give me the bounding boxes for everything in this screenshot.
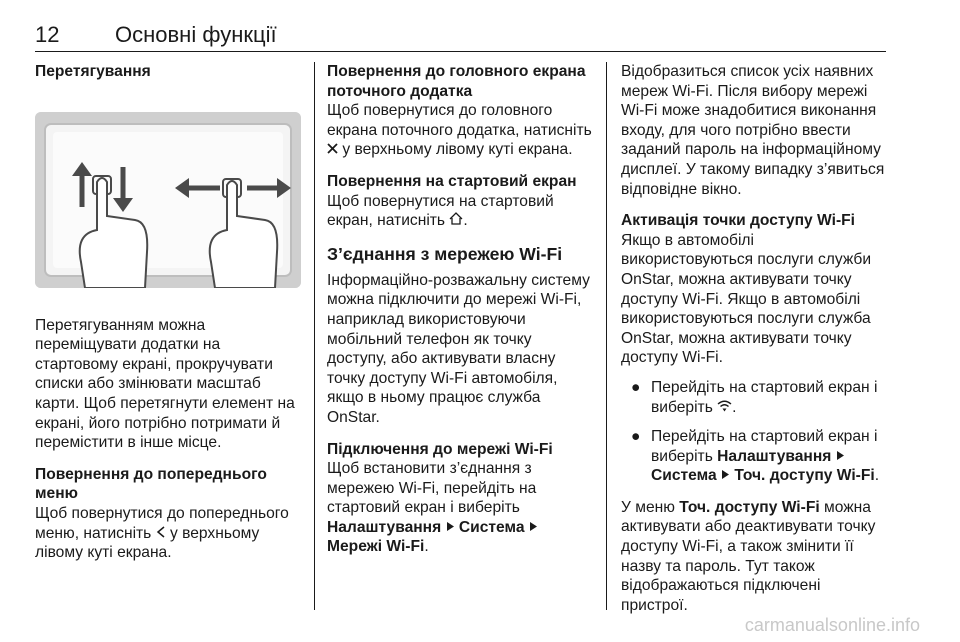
wifi-icon: [717, 400, 732, 412]
triangle-right-icon: [529, 521, 538, 532]
heading-back: Повернення до попереднього меню: [35, 465, 267, 503]
bullet-dot: ●: [631, 428, 641, 446]
triangle-right-icon: [836, 450, 845, 461]
path-networks: Мережі Wi-Fi: [327, 538, 425, 556]
home-text: Щоб повернутися на стартовий екран, натисніть .: [327, 192, 554, 230]
drag-gesture-image: [35, 112, 301, 288]
drag-text: Перетягуванням можна переміщувати додатки на стартовому екрані, прокручувати списки або змінювати масштаб карти. Щоб перетягнути елемент на екрані, його потрібно потримати й перемістити в інше місце.: [35, 316, 295, 452]
wifi-text: Інформаційно-розважальну систему можна підключити до мережі Wi-Fi, наприклад використовуючи мобільний телефон як точку доступу, або активувати власну точку доступу Wi-Fi автомобіля, якщо в ньому працює служба OnStar.: [327, 271, 590, 426]
path-settings: Налаштування: [327, 518, 442, 536]
column-divider-2: [606, 62, 607, 610]
list-item: ● Перейдіть на стартовий екран і виберіть Налаштування Система Точ. доступу Wi-Fi.: [631, 428, 880, 485]
header-rule: [35, 51, 886, 52]
heading-wifi: З’єднання з мережею Wi-Fi: [327, 243, 563, 264]
triangle-right-icon: [721, 469, 730, 480]
drag-illustration: [35, 112, 301, 288]
heading-hotspot: Активація точки доступу Wi-Fi: [621, 212, 856, 230]
bullet-dot: ●: [631, 378, 641, 396]
column-1: [35, 62, 303, 563]
heading-connect: Підключення до мережі Wi-Fi: [327, 440, 553, 458]
heading-drag: Перетягування: [35, 63, 151, 80]
hotspot-text: Якщо в автомобілі використовуються послуги служби OnStar, можна активувати точку доступу Wi-Fi. Якщо в автомобілі використовуються послуги служба OnStar, можна активувати точку доступу Wi-Fi.: [621, 231, 872, 367]
list-item: ● Перейдіть на стартовий екран і виберіть .: [631, 378, 878, 416]
section-title: Основні функції: [115, 22, 277, 47]
path-system: Система: [458, 518, 525, 536]
heading-home: Повернення на стартовий екран: [327, 172, 577, 190]
page-header: [35, 22, 885, 52]
path-settings: Налаштування: [717, 447, 832, 465]
home-icon: [449, 212, 463, 225]
path-hotspot: Точ. доступу Wi-Fi: [734, 467, 875, 485]
column-divider-1: [314, 62, 315, 610]
list-text: Відобразиться список усіх наявних мереж Wi-Fi. Після вибору мережі Wi-Fi може знадобитися виконання входу, для чого потрібно ввести заданий пароль на інформаційному дисплеї. У такому випадку з’явиться відповідне вікно.: [621, 63, 885, 198]
close-x-icon: [327, 143, 338, 154]
column-2: [327, 62, 595, 557]
connect-text: Щоб встановити з’єднання з мережею Wi-Fi, перейдіть на стартовий екран і виберіть Налаштування Система Мережі Wi-Fi.: [327, 460, 537, 556]
path-system: Система: [651, 467, 717, 485]
home-app-text: Щоб повернутися до головного екрана поточного додатка, натисніть у верхньому лівому куті екрана.: [327, 102, 592, 159]
triangle-right-icon: [446, 521, 455, 532]
column-3: [621, 62, 889, 615]
back-text: Щоб повернутися до попереднього меню, натисніть у верхньому лівому куті екрана.: [35, 504, 289, 562]
watermark: carmanualsonline.info: [744, 615, 920, 635]
chevron-left-icon: [156, 526, 166, 538]
heading-home-app: Повернення до головного екрана поточного додатка: [327, 63, 586, 100]
menu-text: У меню Точ. доступу Wi-Fi можна активувати або деактивувати точку доступу Wi-Fi, а також змінити її назву та пароль. Тут також відображаються підключені пристрої.: [621, 498, 876, 614]
page-number: 12: [35, 22, 60, 47]
